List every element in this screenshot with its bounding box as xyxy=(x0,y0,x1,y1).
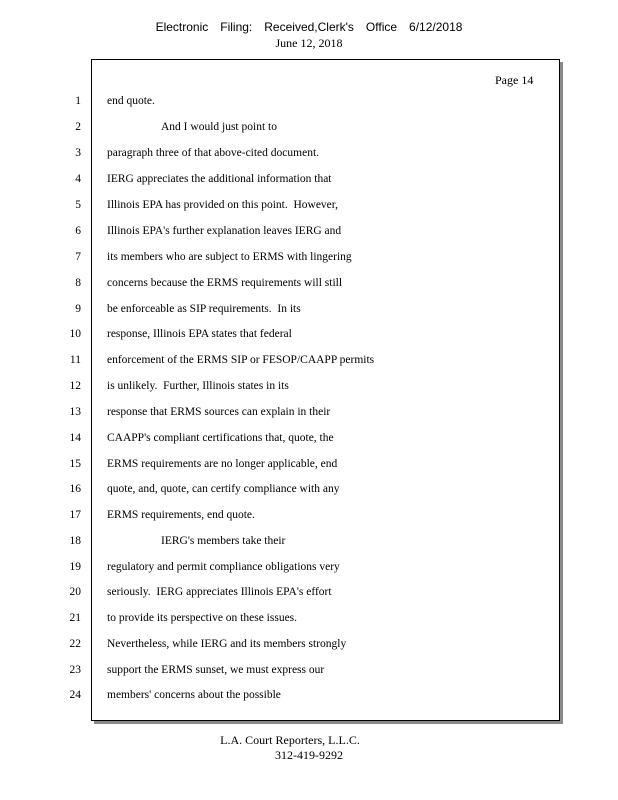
line-text: CAAPP's compliant certifications that, quote, the xyxy=(107,432,334,444)
line-number: 16 xyxy=(69,483,81,495)
filing-stamp xyxy=(0,20,618,34)
line-text: paragraph three of that above-cited document. xyxy=(107,147,320,159)
line-text: And I would just point to xyxy=(161,121,277,133)
line-number: 15 xyxy=(69,458,81,470)
filing-word: Received,Clerk's xyxy=(264,20,354,34)
line-number: 5 xyxy=(75,199,81,211)
line-number: 23 xyxy=(69,664,81,676)
reporter-phone: 312-419-9292 xyxy=(275,748,343,762)
line-number: 2 xyxy=(75,121,81,133)
line-number: 14 xyxy=(69,432,81,444)
line-text: members' concerns about the possible xyxy=(107,689,281,701)
line-number: 13 xyxy=(69,406,81,418)
line-text: is unlikely. Further, Illinois states in its xyxy=(107,380,289,392)
line-text: end quote. xyxy=(107,95,155,107)
line-text: Nevertheless, while IERG and its members strongly xyxy=(107,638,347,650)
line-number: 24 xyxy=(69,689,81,701)
line-text: ERMS requirements, end quote. xyxy=(107,509,255,521)
line-number: 10 xyxy=(69,328,81,340)
line-number: 7 xyxy=(75,251,81,263)
filing-word: 6/12/2018 xyxy=(409,20,463,34)
line-number: 12 xyxy=(69,380,81,392)
line-text: quote, and, quote, can certify compliance with any xyxy=(107,483,340,495)
line-number: 8 xyxy=(75,277,81,289)
reporter-company: L.A. Court Reporters, L.L.C. xyxy=(220,733,360,747)
line-number: 20 xyxy=(69,586,81,598)
line-text: response that ERMS sources can explain in their xyxy=(107,406,331,418)
line-text: regulatory and permit compliance obligations very xyxy=(107,561,340,573)
line-number: 4 xyxy=(75,173,81,185)
line-text: response, Illinois EPA states that federal xyxy=(107,328,292,340)
filing-date: June 12, 2018 xyxy=(275,36,343,50)
line-text: Illinois EPA has provided on this point. However, xyxy=(107,199,339,211)
page-number: Page 14 xyxy=(495,73,534,87)
line-text: IERG appreciates the additional information that xyxy=(107,173,332,185)
line-number: 22 xyxy=(69,638,81,650)
line-text: Illinois EPA's further explanation leaves IERG and xyxy=(107,225,342,237)
line-text: enforcement of the ERMS SIP or FESOP/CAAPP permits xyxy=(107,354,375,366)
line-text: support the ERMS sunset, we must express our xyxy=(107,664,325,676)
line-number: 11 xyxy=(69,354,81,366)
line-number: 19 xyxy=(69,561,81,573)
filing-word: Electronic xyxy=(155,20,209,34)
line-number: 1 xyxy=(75,95,81,107)
filing-word: Filing: xyxy=(220,20,253,34)
filing-word: Office xyxy=(365,20,398,34)
line-number: 21 xyxy=(69,612,81,624)
line-text: to provide its perspective on these issues. xyxy=(107,612,298,624)
line-text: its members who are subject to ERMS with lingering xyxy=(107,251,352,263)
line-text: seriously. IERG appreciates Illinois EPA's effort xyxy=(107,586,332,598)
line-text: be enforceable as SIP requirements. In its xyxy=(107,303,301,315)
line-number: 18 xyxy=(69,535,81,547)
line-number: 17 xyxy=(69,509,81,521)
line-text: concerns because the ERMS requirements will still xyxy=(107,277,343,289)
line-text: ERMS requirements are no longer applicable, end xyxy=(107,458,338,470)
line-text: IERG's members take their xyxy=(161,535,286,547)
line-number: 6 xyxy=(75,225,81,237)
line-number: 3 xyxy=(75,147,81,159)
line-number: 9 xyxy=(75,303,81,315)
